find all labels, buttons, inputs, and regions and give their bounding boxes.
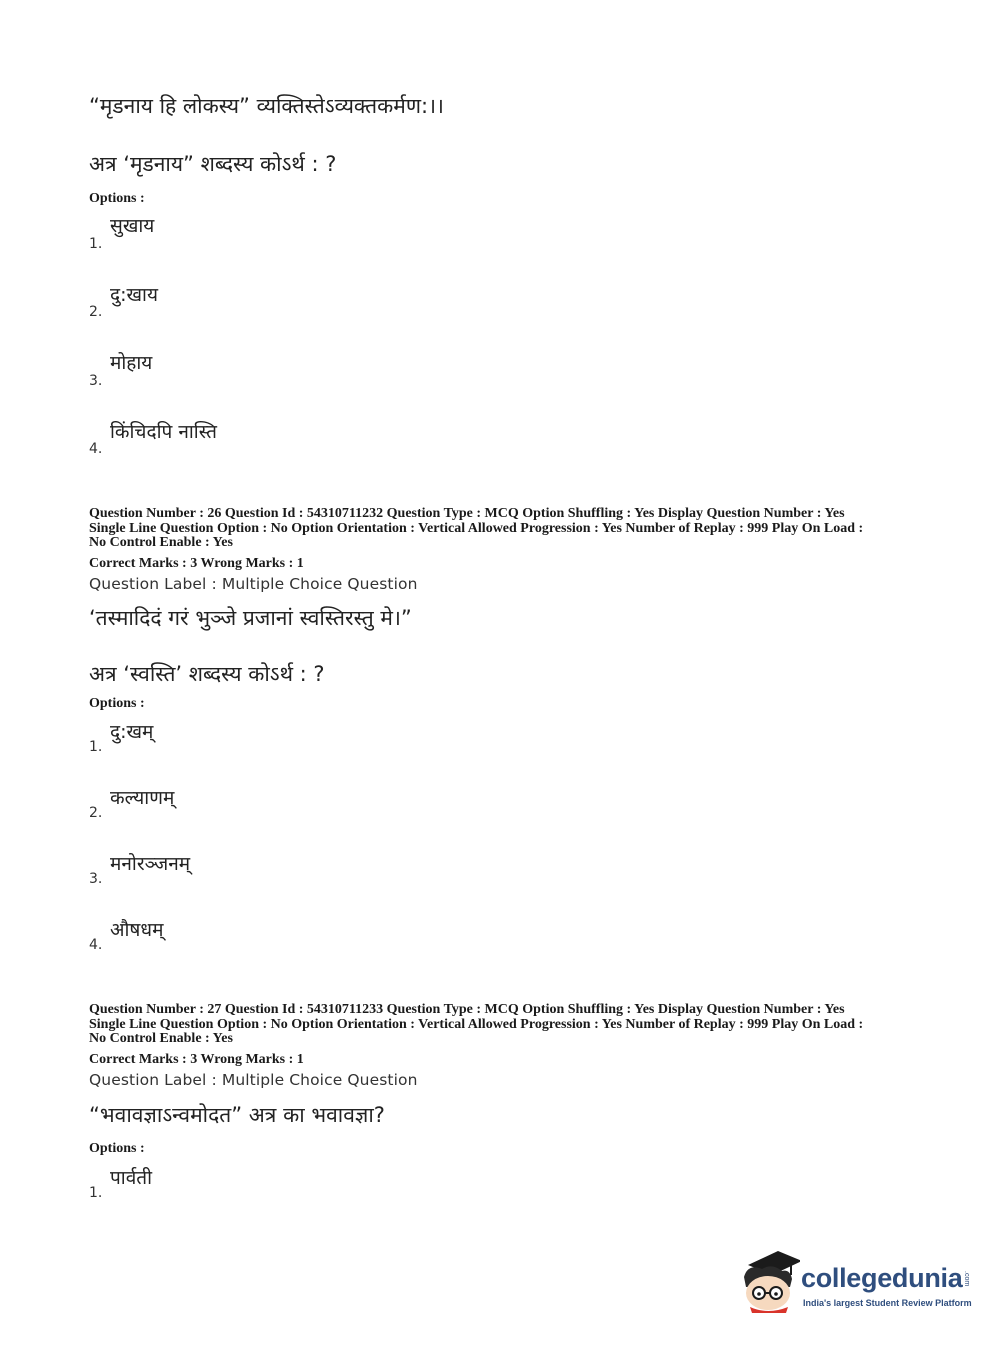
option-number: 4. (89, 937, 103, 953)
question-meta (89, 507, 919, 551)
meta-line: Single Line Question Option : No Option Orientation : Vertical Allowed Progression : Yes Number of Replay : 999 Play On Load : (89, 520, 864, 536)
marks-info: Correct Marks : 3 Wrong Marks : 1 (89, 1052, 304, 1067)
meta-line: No Control Enable : Yes (89, 1031, 233, 1046)
option-text: औषधम् (110, 919, 164, 941)
option-text: दु:खाय (110, 284, 158, 306)
meta-line: Question Number : 26 Question Id : 54310711232 Question Type : MCQ Option Shuffling : Yes Display Question Number : Yes (89, 506, 845, 521)
logo-tagline: India's largest Student Review Platform (803, 1298, 972, 1308)
options-label: Options : (89, 696, 145, 711)
question-verse: ‘तस्मादिदं गरं भुञ्जे प्रजानां स्वस्तिरस्तु मे।” (89, 606, 412, 630)
question-verse: “मृडनाय हि लोकस्य” व्यक्तिस्तेऽव्यक्तकर्मण:।। (89, 94, 445, 118)
mascot-icon (740, 1247, 800, 1313)
meta-line: No Control Enable : Yes (89, 535, 233, 550)
option-text: मोहाय (110, 352, 153, 374)
option-number: 4. (89, 441, 103, 457)
question-label: Question Label : Multiple Choice Question (89, 575, 418, 593)
options-label: Options : (89, 1141, 145, 1156)
option-text: मनोरञ्जनम् (110, 853, 191, 875)
option-text: कल्याणम् (110, 787, 175, 809)
logo-wordmark: collegedunia (801, 1263, 963, 1293)
option-text: किंचिदपि नास्ति (110, 421, 217, 443)
collegedunia-logo[interactable] (740, 1247, 970, 1317)
question-text: “भवावज्ञाऽन्वमोदत” अत्र का भवावज्ञा? (89, 1103, 385, 1127)
option-number: 3. (89, 871, 103, 887)
question-text: अत्र ‘स्वस्ति’ शब्दस्य कोऽर्थ : ? (89, 662, 325, 686)
question-label: Question Label : Multiple Choice Question (89, 1071, 418, 1089)
option-text: पार्वती (110, 1167, 153, 1189)
option-text: सुखाय (110, 215, 155, 237)
option-number: 1. (89, 739, 103, 755)
meta-line: Question Number : 27 Question Id : 54310711233 Question Type : MCQ Option Shuffling : Yes Display Question Number : Yes (89, 1002, 845, 1017)
question-text: अत्र ‘मृडनाय” शब्दस्य कोऽर्थ : ? (89, 152, 337, 176)
question-meta (89, 1003, 919, 1047)
option-text: दु:खम् (110, 721, 154, 743)
option-number: 2. (89, 304, 103, 320)
logo-domain: .com (963, 1271, 970, 1287)
options-label: Options : (89, 191, 145, 206)
marks-info: Correct Marks : 3 Wrong Marks : 1 (89, 556, 304, 571)
option-number: 1. (89, 1185, 103, 1201)
option-number: 3. (89, 373, 103, 389)
option-number: 1. (89, 236, 103, 252)
meta-line: Single Line Question Option : No Option Orientation : Vertical Allowed Progression : Yes Number of Replay : 999 Play On Load : (89, 1016, 864, 1032)
option-number: 2. (89, 805, 103, 821)
